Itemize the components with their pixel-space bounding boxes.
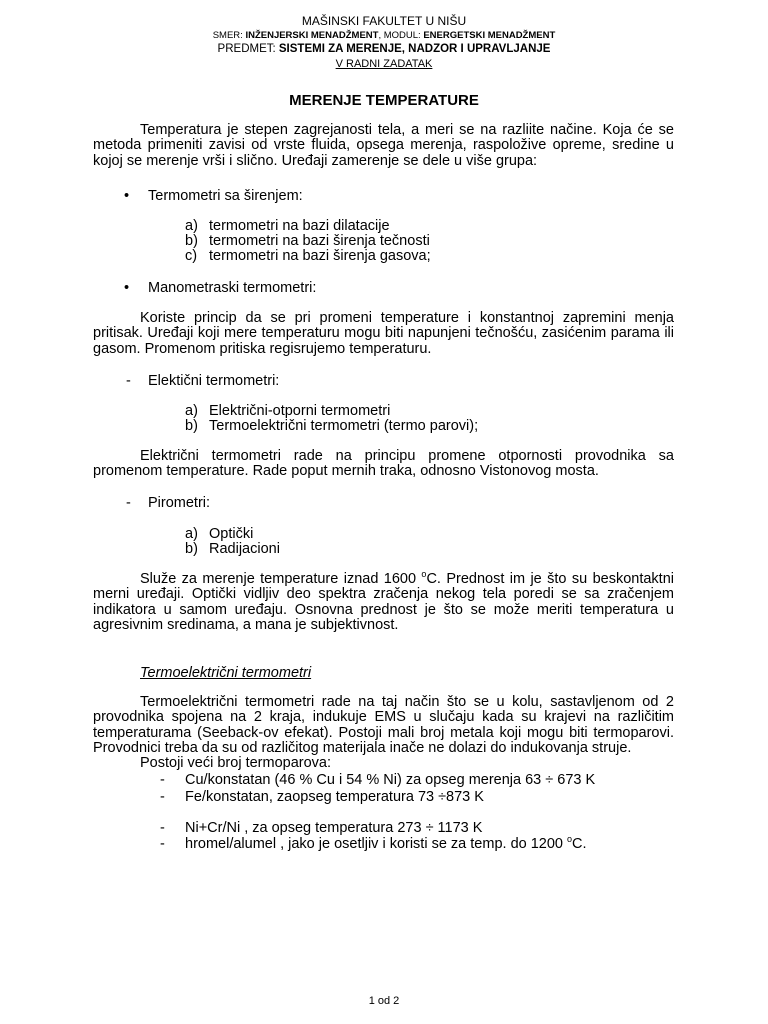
list-item: Ni+Cr/Ni , za opseg temperatura 273 ÷ 1173 K xyxy=(185,820,483,836)
modul-label: , MODUL: xyxy=(378,30,424,41)
dash-marker: - xyxy=(126,495,131,511)
pairs-intro: Postoji veći broj termoparova: xyxy=(140,755,331,771)
list-item: Optički xyxy=(209,526,254,542)
group-label-expansion: Termometri sa širenjem: xyxy=(148,188,303,204)
dash-marker: - xyxy=(126,373,131,389)
dash-marker: - xyxy=(160,836,165,852)
manometric-text: Koriste princip da se pri promeni temperature i konstantnoj zapremini menja pritisak. Uređaji koji mere temperaturu mogu biti napunjeni tečnošću, zasićenim parama ili gasom. Promenom pritiska regisrujemo temperaturu. xyxy=(93,310,674,357)
thermoelectric-paragraph xyxy=(93,695,674,756)
pyrometers-paragraph xyxy=(93,569,674,633)
predmet-label: PREDMET: xyxy=(217,43,279,55)
pyrometers-text: Služe za merenje temperature iznad 1600 xyxy=(140,571,422,587)
degree-superscript: o xyxy=(567,834,573,845)
list-item xyxy=(185,836,587,852)
degree-superscript: o xyxy=(421,569,427,580)
list-marker: b) xyxy=(185,233,198,249)
section-heading: Termoelektrični termometri xyxy=(140,665,312,681)
electric-text: Električni termometri rade na principu promene otpornosti provodnika sa promenom temperature. Rade poput mernih traka, odnosno Vistonovog mosta. xyxy=(93,448,674,480)
group-label-manometric: Manometraski termometri: xyxy=(148,280,317,296)
list-item: termometri na bazi širenja tečnosti xyxy=(209,233,430,249)
list-marker: b) xyxy=(185,541,198,557)
list-item: Fe/konstatan, zaopseg temperatura 73 ÷873 K xyxy=(185,789,484,805)
group-label-pyrometers: Pirometri: xyxy=(148,495,211,511)
thermoelectric-text: Termoelektrični termometri rade na taj način što se u kolu, sastavljenom od 2 provodnika spojena na 2 kraja, indukuje EMS u slučaju kada su krajevi na različitim temperaturama (Seeback-ov efekat). Postoji mali broj metala koji mogu biti termoparovi. Provodnici treba da su od različitog materijala inače ne dolazi do indukovanja struje. xyxy=(93,694,674,756)
list-marker: a) xyxy=(185,218,198,234)
dash-marker: - xyxy=(160,820,165,836)
list-item: Cu/konstatan (46 % Cu i 54 % Ni) za opseg merenja 63 ÷ 673 K xyxy=(185,772,596,788)
predmet-line xyxy=(0,42,768,56)
predmet-value: SISTEMI ZA MERENJE, NADZOR I UPRAVLJANJE xyxy=(278,43,551,55)
page-number: 1 od 2 xyxy=(368,995,400,1007)
list-marker: a) xyxy=(185,526,198,542)
bullet-icon: • xyxy=(124,188,130,204)
list-item-text: hromel/alumel , jako je osetljiv i koristi se za temp. do 1200 xyxy=(185,836,568,852)
list-marker: c) xyxy=(185,248,198,264)
dash-marker: - xyxy=(160,789,165,805)
list-item: Radijacioni xyxy=(209,541,280,557)
intro-text: Temperatura je stepen zagrejanosti tela, a meri se na razliite načine. Koja će se metoda primeniti zavisi od vrste fluida, opsega merenja, raspoložive opreme, sredine u kojoj se merenje vrši i slično. Uređaji zamerenje se dele u više grupa: xyxy=(93,122,674,169)
modul-value: ENERGETSKI MENADŽMENT xyxy=(423,30,556,41)
smer-label: SMER: xyxy=(212,30,246,41)
assignment-label: V RADNI ZADATAK xyxy=(335,58,433,70)
intro-paragraph xyxy=(93,123,674,169)
list-marker: a) xyxy=(185,403,198,419)
list-item: termometri na bazi širenja gasova; xyxy=(209,248,431,264)
smer-value: INŽENJERSKI MENADŽMENT xyxy=(245,30,379,41)
list-item: Električni-otporni termometri xyxy=(209,403,391,419)
list-item: termometri na bazi dilatacije xyxy=(209,218,390,234)
manometric-paragraph xyxy=(93,311,674,357)
list-item-text-cont: C. xyxy=(572,836,587,852)
document-title: MERENJE TEMPERATURE xyxy=(289,92,479,109)
electric-paragraph xyxy=(93,449,674,480)
dash-marker: - xyxy=(160,772,165,788)
list-marker: b) xyxy=(185,418,198,434)
list-item: Termoelektrični termometri (termo parovi); xyxy=(209,418,479,434)
group-label-electric: Elektični termometri: xyxy=(148,373,280,389)
faculty-name: MAŠINSKI FAKULTET U NIŠU xyxy=(301,14,467,28)
pyrometers-text-cont: C. Prednost im je što su beskontaktni merni uređaji. Optički vidljiv deo spektra zračenja nekog tela poredi se sa zračenjem indikatora u samom uređaju. Osnovna prednost je što se može meriti temperatura u agresivnim sredinama, a mana je subjektivnost. xyxy=(93,571,674,633)
smer-modul-line xyxy=(0,29,768,43)
bullet-icon: • xyxy=(124,280,130,296)
